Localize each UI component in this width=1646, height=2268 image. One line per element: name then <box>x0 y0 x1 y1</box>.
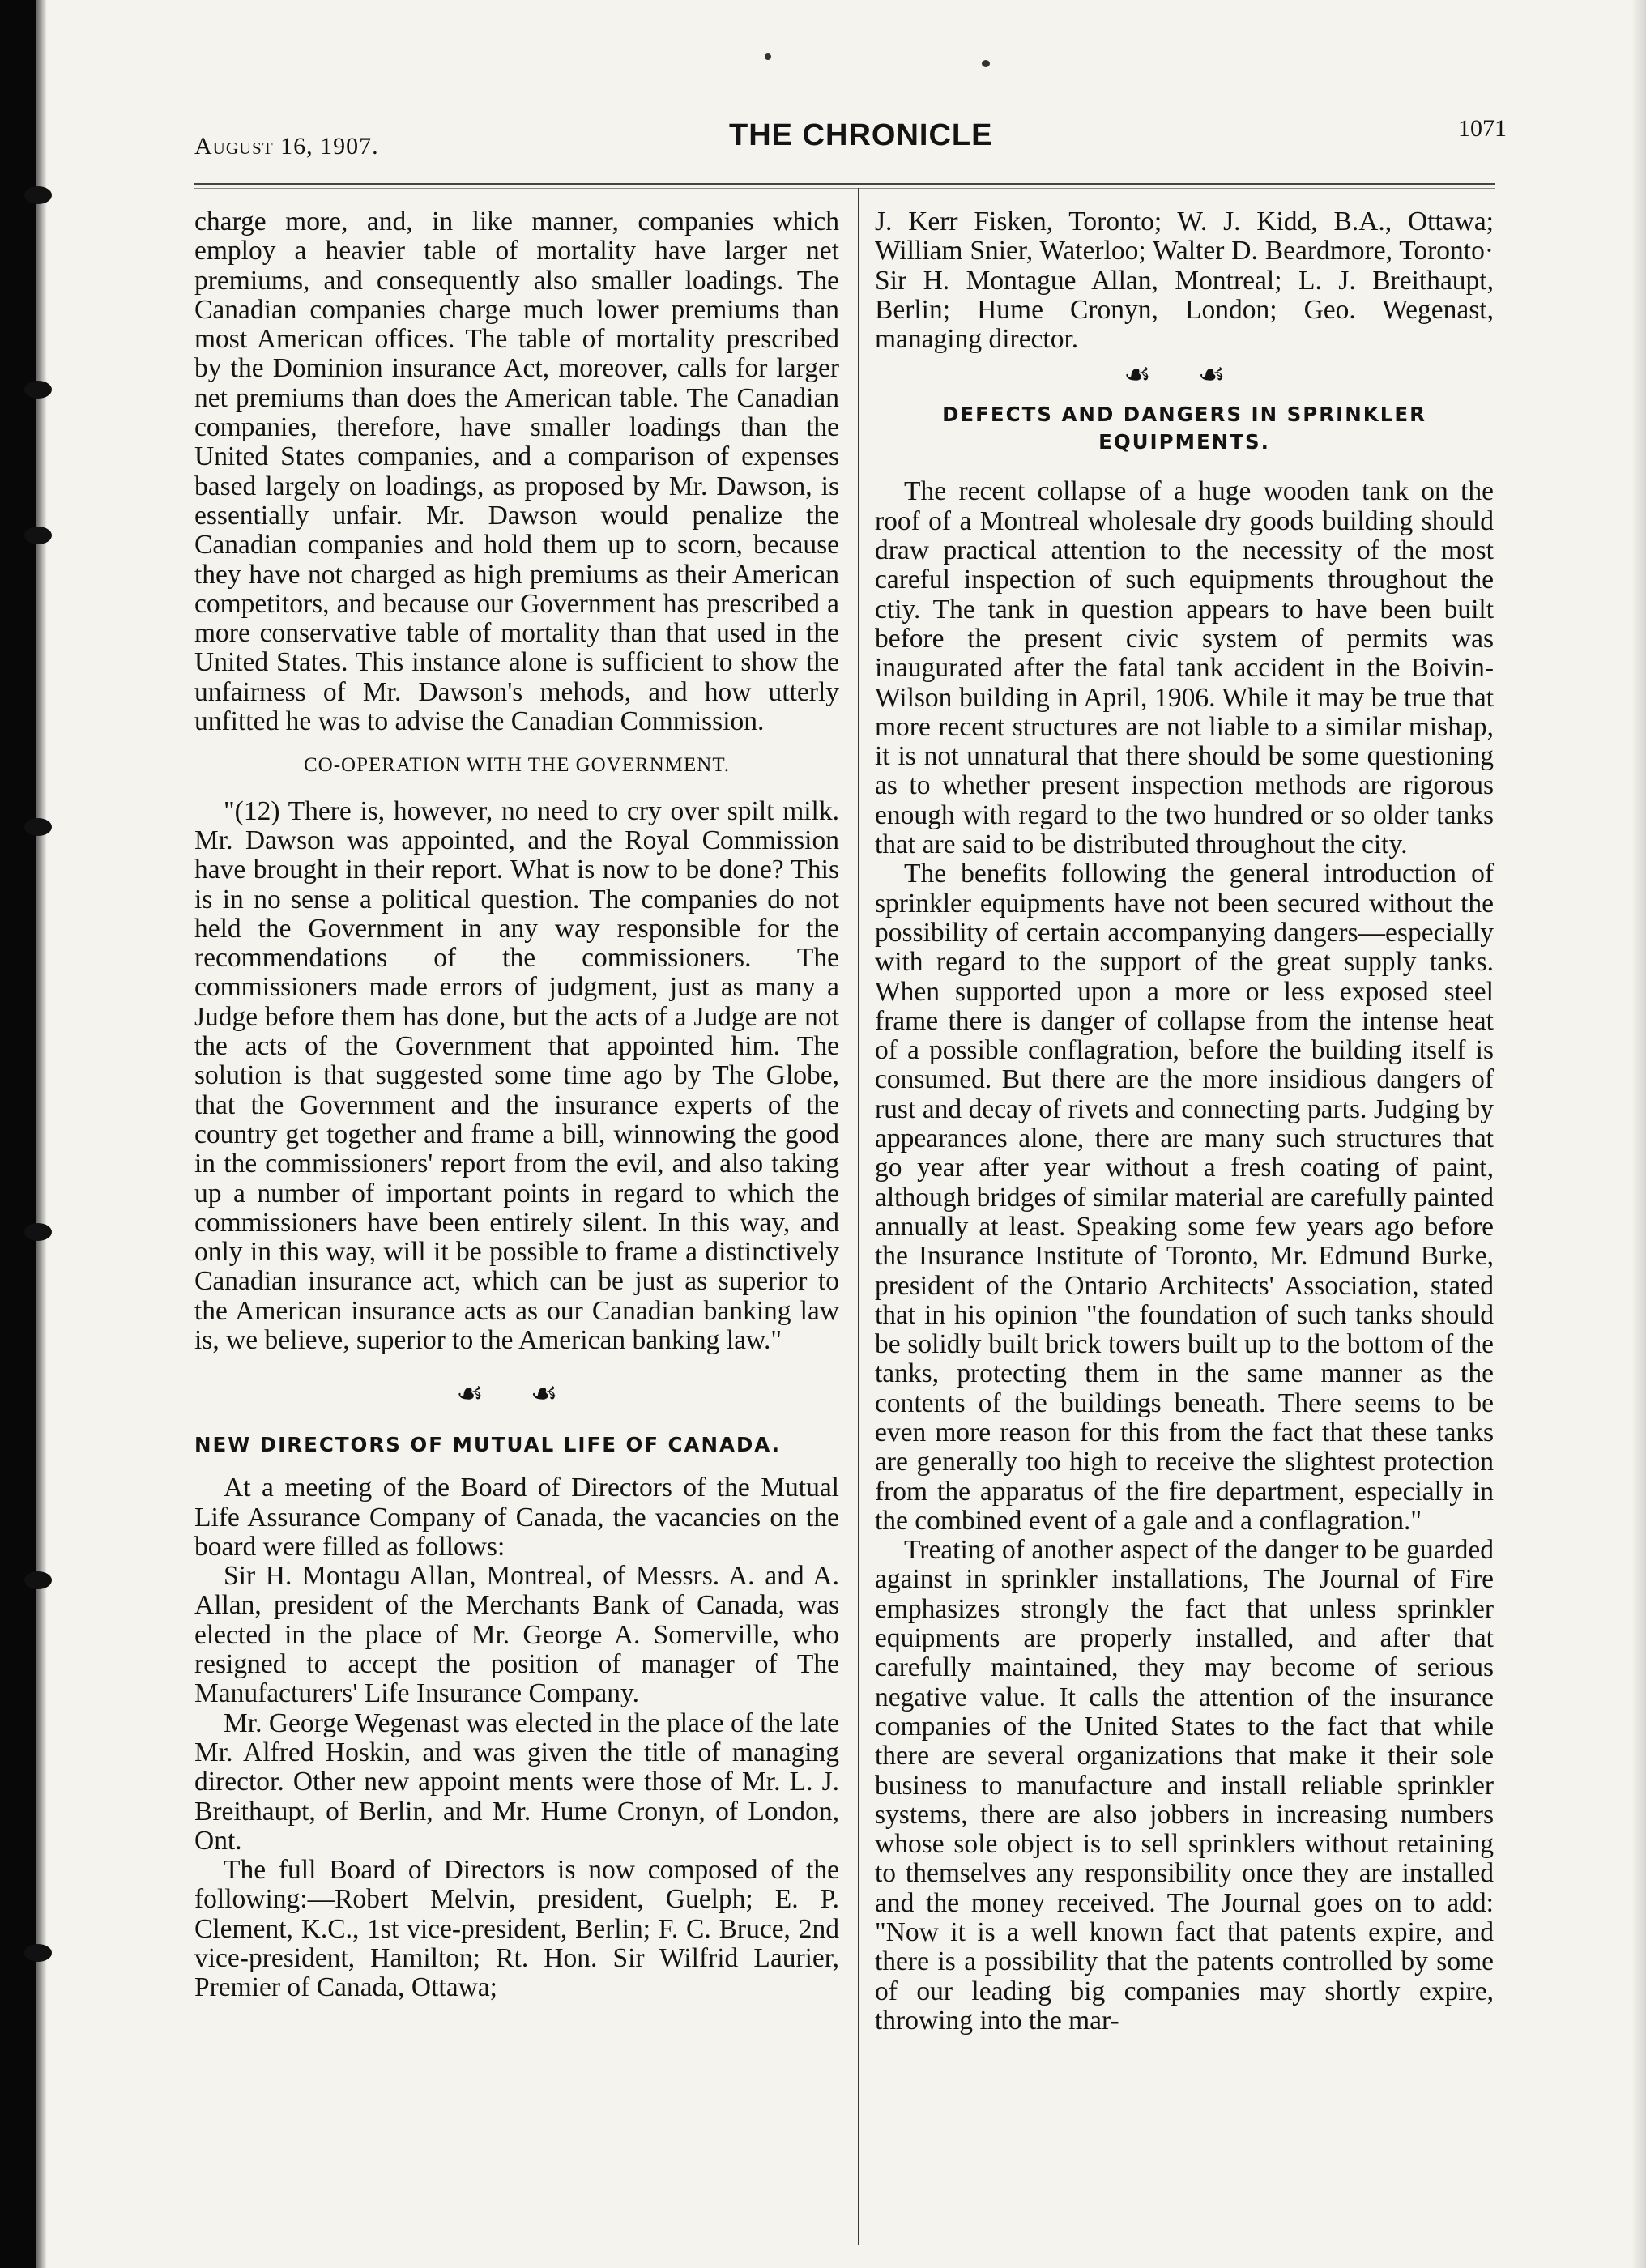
binding-stitch <box>24 1571 52 1589</box>
page-header <box>194 115 1507 160</box>
issue-date: August 16, 1907. <box>194 133 379 160</box>
ornament-divider: ☙ ☙ <box>1124 358 1245 393</box>
binding-shadow <box>36 0 47 2268</box>
paragraph: "(12) There is, however, no need to cry over spilt milk. Mr. Dawson was appointed, and the Royal Commission have brought in their report. What is now to be done? This is in no sense a political question. The companies do not held the Government in any way responsible for the recommendations of the commissioners. The commissioners made errors of judgment, just as many a Judge before them has done, but the acts of a Judge are not the acts of the Government that appointed him. The solution is that suggested some time ago by The Globe, that the Government and the insurance experts of the country get together and frame a bill, winnowing the good in the commissioners' report from the evil, and also taking up a number of important points in regard to which the commissioners have been entirely silent. In this way, and only in this way, will it be possible to frame a distinctively Canadian insurance act, which can be just as superior to the American insurance acts as our Canadian banking law is, we believe, superior to the American banking law." <box>194 795 839 1355</box>
ink-speck <box>982 60 990 67</box>
binding-stitch <box>24 526 52 544</box>
paragraph: Mr. George Wegenast was elected in the place of the late Mr. Alfred Hoskin, and was given the title of managing director. Other new appoint ments were those of Mr. L. J. Breithaupt, of Berlin, and Mr. Hume Cronyn, of London, Ont. <box>194 1707 839 1856</box>
page-binding <box>0 0 36 2268</box>
paragraph: The benefits following the general introduction of sprinkler equipments have not been secured without the possibility of certain accompanying dangers—especially with regard to the support of the great supply tanks. When supported upon a more or less exposed steel frame there is danger of collapse from the intense heat of a possible conflagration, before the building itself is consumed. But there are the more insidious dangers of rust and decay of rivets and connecting parts. Judging by appearances alone, there are many such structures that go year after year without a fresh coating of paint, although bridges of similar material are carefully painted annually at least. Speaking some few years ago before the Insurance Institute of Toronto, Mr. Edmund Burke, president of the Ontario Architects' Association, stated that in his opinion "the foundation of such tanks should be solidly built brick towers built up to the bottom of the tanks, protecting them in the same manner as the contents of the buildings beneath. There seems to be even more reason for this from the fact that these tanks are generally too high to receive the slightest protection from the apparatus of the fire department, especially in the combined event of a gale and a conflagration." <box>875 859 1494 1536</box>
paragraph: At a meeting of the Board of Directors of the Mutual Life Assurance Company of Canada, the vacancies on the board were filled as follows: <box>194 1473 839 1562</box>
header-rule <box>194 183 1495 189</box>
binding-stitch <box>24 186 52 204</box>
binding-stitch <box>24 818 52 836</box>
right-column <box>875 207 1494 2036</box>
left-column <box>194 207 839 2003</box>
article-heading: NEW DIRECTORS OF MUTUAL LIFE OF CANADA. <box>194 1433 782 1457</box>
paragraph: charge more, and, in like manner, companies which employ a heavier table of mortality have larger net premiums, and consequently also smaller loadings. The Canadian companies charge much lower premiums than most American offices. The table of mortality prescribed by the Dominion insurance Act, moreover, calls for larger net premiums than does the American table. The Canadian companies, therefore, have smaller loadings than the United States companies, and a comparison of expenses based largely on loadings, as proposed by Mr. Dawson, is essentially unfair. Mr. Dawson would penalize the Canadian companies and hold them up to scorn, because they have not charged as high premiums as their American competitors, and because our Government has prescribed a more conservative table of mortality than that used in the United States. This instance alone is sufficient to show the unfairness of Mr. Dawson's mehods, and how utterly unfitted he was to advise the Canadian Commission. <box>194 207 839 737</box>
section-heading: CO-OPERATION WITH THE GOVERNMENT. <box>303 754 731 777</box>
paragraph: Treating of another aspect of the danger to be guarded against in sprinkler installations, The Journal of Fire emphasizes strongly the fact that unless sprinkler equipments are properly installed, and after that carefully maintained, they may become of serious negative value. It calls the attention of the insurance companies of the United States to the fact that while there are several organizations that make it their sole business to manufacture and install reliable sprinkler systems, there are also jobbers in increasing numbers whose sole object is to sell sprinklers without retaining to themselves any responsibility once they are installed and the money received. The Journal goes on to add: "Now it is a well known fact that patents expire, and there is a possibility that the patents controlled by some of our leading big companies may shortly expire, throwing into the mar- <box>875 1535 1494 2036</box>
paragraph: The recent collapse of a huge wooden tank on the roof of a Montreal wholesale dry goods building should draw practical attention to the necessity of the most careful inspection of such equipments throughout the ctiy. The tank in question appears to have been built before the present civic system of permits was inaugurated after the fatal tank accident in the Boivin-Wilson building in April, 1906. While it may be true that more recent structures are not liable to a similar mishap, it is not unnatural that there should be some questioning as to whether present inspection methods are rigorous enough with regard to the two hundred or so older tanks that are said to be distributed throughout the city. <box>875 476 1494 860</box>
binding-stitch <box>24 381 52 399</box>
ornament-divider: ☙ ☙ <box>456 1377 578 1412</box>
column-divider <box>858 188 859 2245</box>
paragraph: J. Kerr Fisken, Toronto; W. J. Kidd, B.A., Ottawa; William Snier, Waterloo; Walter D. Beardmore, Toronto· Sir H. Montague Allan, Montreal; L. J. Breithaupt, Berlin; Hume Cronyn, London; Geo. Wegenast, managing director. <box>875 207 1494 355</box>
publication-title: THE CHRONICLE <box>729 118 993 152</box>
ink-speck <box>765 53 771 60</box>
page-edge-shade <box>1631 0 1646 2268</box>
paragraph: Sir H. Montagu Allan, Montreal, of Messrs. A. and A. Allan, president of the Merchants Bank of Canada, was elected in the place of Mr. George A. Somerville, who resigned to accept the position of manager of The Manufacturers' Life Insurance Company. <box>194 1561 839 1709</box>
page-number: 1071 <box>1458 115 1507 142</box>
binding-stitch <box>24 1223 52 1241</box>
paragraph: The full Board of Directors is now composed of the following:—Robert Melvin, president, Guelph; E. P. Clement, K.C., 1st vice-president, Berlin; F. C. Bruce, 2nd vice-president, Hamilton; Rt. Hon. Sir Wilfrid Laurier, Premier of Canada, Ottawa; <box>194 1855 839 2003</box>
binding-stitch <box>24 1944 52 1962</box>
article-heading: DEFECTS AND DANGERS IN SPRINKLER EQUIPMENTS. <box>942 403 1426 454</box>
